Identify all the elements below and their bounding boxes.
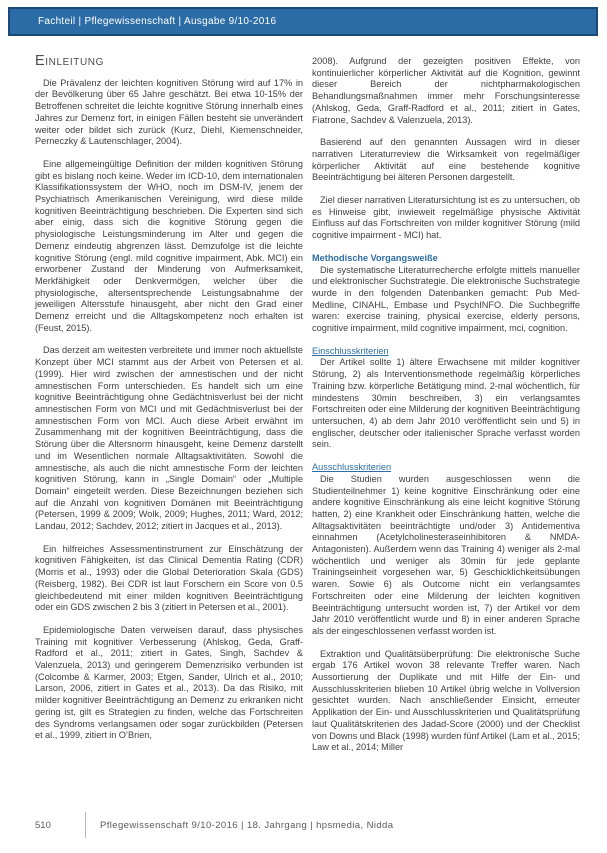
- paragraph-continuation: 2008). Aufgrund der gezeigten positiven Effekte, von kontinuierlicher körperlicher Aktivität auf die Kognition, gewinnt dieser Bereich der nichtpharmakologischen Behandlungsmaßnahmen immer mehr Forschungsinteresse (Ahlskog, Geda, Graff-Radford et al., 2011; zitiert in Gates, Fiatrone, Sachdev & Valenzuela, 2013).: [312, 56, 580, 125]
- left-column: [35, 53, 303, 754]
- page-number: 510: [35, 819, 51, 831]
- paragraph: Das derzeit am weitesten verbreitete und immer noch aktuellste Konzept über MCI stammt aus der Arbeit von Petersen et al. (1999). Hier wird zwischen der amnestischen und der nicht amnestischen Form unterschieden. Es handelt sich um eine kognitive Beeinträchtigung ohne Gedächtnisverlust bei der nicht amnestischen Form von MCI und mit Gedächtnisverlust bei der amnestischen Form von MCI. Auch diese Arbeit erwähnt im Zusammenhang mit der kognitiven Beeinträchtigung, dass die Störung über die Altersnorm hinausgeht, keine Demenz darstellt und im Wesentlichen normale Alltagsaktivitäten. Sowohl die amnestische, als auch die nicht amnestische Form der leichten kognitiven Störung, kann in „Single Domain“ oder „Multiple Domain“ eingeteilt werden. Diese Bezeichnungen beziehen sich auf die Anzahl von kognitiven Domänen mit Beeinträchtigung (Petersen, 1999 & 2009; Wolk, 2009; Hughes, 2011; Ward, 2012; Landau, 2012; Sachdev, 2012; zitiert in Jacques et al., 2013).: [35, 345, 303, 532]
- paragraph: Die Prävalenz der leichten kognitiven Störung wird auf 17% in der Bevölkerung über 65 Jahre geschätzt. Bei etwa 10-15% der Betroffenen schreitet die leichte kognitive Störung innerhalb eines Jahres zur Demenz fort, in einigen Fällen besteht sie unverändert weiter oder bildet sich zurück (Kurz, Diehl, Kiemenschneider, Perneczky & Lautenschlager, 2004).: [35, 77, 303, 147]
- paragraph: Die systematische Literaturrecherche erfolgte mittels manueller und elektronischer Suchstrategie. Die elektronische Suchstrategie wurde in den folgenden Datenbanken gemacht: Pub Med-Medline, CINAHL, Embase und PsychINFO. Die Suchbegriffe waren: exercise training, physical exercise, elderly persons, cognitive impairment, mild cognitive impairment, mci, cognition.: [312, 264, 580, 334]
- footer-journal-line: Pflegewissenschaft 9/10-2016 | 18. Jahrgang | hpsmedia, Nidda: [100, 819, 394, 831]
- journal-header-text: Fachteil | Pflegewissenschaft | Ausgabe 9/10-2016: [38, 16, 277, 27]
- paragraph: Extraktion und Qualitätsüberprüfung: Die elektronische Suche ergab 176 Artikel wovon 38 relevante Treffer waren. Nach Aussortierung der Duplikate und mit Hilfe der Ein- und Ausschlusskriterien blieben 10 Artikel übrig welche in Vollversion gesichtet wurden. Nach anschließender Einsicht, erneuter Applikation der Ein- und Ausschlusskriterien und Qualitätsprüfung laut Qualitätskriterien des Jadad-Score (2000) und der Checklist von Downs und Black (1998) wurden fünf Artikel (Lam et al., 2015; Law et al., 2014; Miller: [312, 648, 580, 753]
- subheading-ausschlusskriterien: Ausschlusskriterien: [312, 462, 392, 473]
- paragraph: Epidemiologische Daten verweisen darauf, dass physisches Training mit kognitiver Verbesserung (Ahlskog, Geda, Graff-Radford et al., 2011; zitiert in Gates, Singh, Sachdev & Valenzuela, 2013) und geringerem Demenzrisiko verbunden ist (Colcombe & Karmer, 2003; Etgen, Sander, Ulrich et al., 2010; Larson, 2006, zitiert in Gates et al., 2013). Da das Risiko, mit milder kognitiver Beeinträchtigung an Demenz zu erkranken nicht gering ist, gilt es Strategien zu finden, welche das Fortschreiten des Syndroms verlangsamen oder sogar zurückbilden (Petersen et al., 1999, zitiert in O’Brien,: [35, 624, 303, 741]
- paragraph: Ziel dieser narrativen Literatursichtung ist es zu untersuchen, ob es Hinweise gibt, inwieweit regelmäßige physische Aktivität Einfluss auf das Fortschreiten von milder kognitiver Störung (mild cognitive impairment - MCI) hat.: [312, 195, 580, 241]
- article-body: [35, 53, 580, 754]
- footer-divider: [85, 812, 86, 838]
- paragraph: Der Artikel sollte 1) ältere Erwachsene mit milder kognitiver Störung, 2) als Interventionsmethode regelmäßig körperliches Training bzw. körperliche Betätigung mind. 2-mal wöchentlich, für mindestens 30min beschreiben, 3) ein verlangsamtes Fortschreiten oder eine Milderung der kognitiven Beeinträchtigung untersuchen, 4) ab dem Jahr 2010 veröffentlicht sein und 5) in englischer, deutscher oder italienischer Sprache verfasst worden sein.: [312, 357, 580, 450]
- paragraph: Die Studien wurden ausgeschlossen wenn die Studienteilnehmer 1) keine kognitive Einschränkung oder eine andere kognitive Einschränkung als eine leicht kognitive Störung hatten, 2) eine Krankheit oder Einschränkung hatten, welche die Alltagsaktivitäten beeinträchtigte und/oder 3) Antidementiva einnahmen (Acetylcholinesteraseinhibitoren & NMDA-Antagonisten). Außerdem wenn das Training 4) weniger als 2-mal wöchentlich und weniger als 30min für jede geplante Trainingseinheit vorgesehen war, 5) Geschicklichkeitsübungen waren. Sowie 6) als Outcome nicht ein verlangsamtes Fortschreiten oder eine Milderung der leichten kognitiven Beeinträchtigung untersucht worden ist, 7) der Artikel vor dem Jahr 2010 veröffentlicht wurde und 8) in einer anderen Sprache als der eingeschlossenen verfasst worden ist.: [312, 473, 580, 636]
- section-heading-einleitung: Einleitung: [35, 53, 105, 69]
- page-footer: [35, 810, 577, 840]
- paragraph: Basierend auf den genannten Aussagen wird in dieser narrativen Literaturreview die Wirksamkeit von regelmäßiger körperlicher Aktivität auf eine bestehende kognitive Beeinträchtigung bei älteren Personen dargestellt.: [312, 137, 580, 183]
- subheading-methodische-vorgangsweise: Methodische Vorgangsweiße: [312, 252, 438, 263]
- right-column: [312, 56, 580, 754]
- journal-header-bar: [8, 7, 598, 36]
- paragraph: Ein hilfreiches Assessmentinstrument zur Einschätzung der kognitiven Fähigkeiten, ist das Clinical Dementia Rating (CDR) (Morris et al., 1993) oder die Global Deterioration Skala (GDS) (Reisberg, 1982). Bei CDR ist laut Forschern ein Score von 0.5 gleichbedeutend mit einer milden kognitiven Beeinträchtigung oder ein GDS zwischen 2 bis 3 (zitiert in Petersen et al., 2001).: [35, 543, 303, 613]
- subheading-einschlusskriterien: Einschlusskriterien: [312, 345, 389, 356]
- paragraph: Eine allgemeingültige Definition der milden kognitiven Störung gibt es bislang noch keine. Weder im ICD-10, dem internationalen Klassifikationssystem der WHO, noch im DSM-IV, jenem der Psychiatrisch Amerikanischen Vereinigung, wird diese milde kognitiven Beeinträchtigung beschrieben. Die Experten sind sich aber einig, dass sich die kognitive Störung gegen die physiologische Leistungsminderung im Alter und gegen die Demenz eindeutig abgrenzen lässt. Demzufolge ist die leichte kognitive Störung (engl. mild cognitive impairment, Abk. MCI) ein erworbener Zustand der Minderung von Aufmerksamkeit, Merkfähigkeit oder Denkvermögen, welcher über die physiologische, altersentsprechende Leistungsabnahme der jeweiligen Altersstufe hinausgeht, aber nicht den Grad einer Demenz erreicht und die Alltagskompetenz noch erhalten ist (Feust, 2015).: [35, 158, 303, 333]
